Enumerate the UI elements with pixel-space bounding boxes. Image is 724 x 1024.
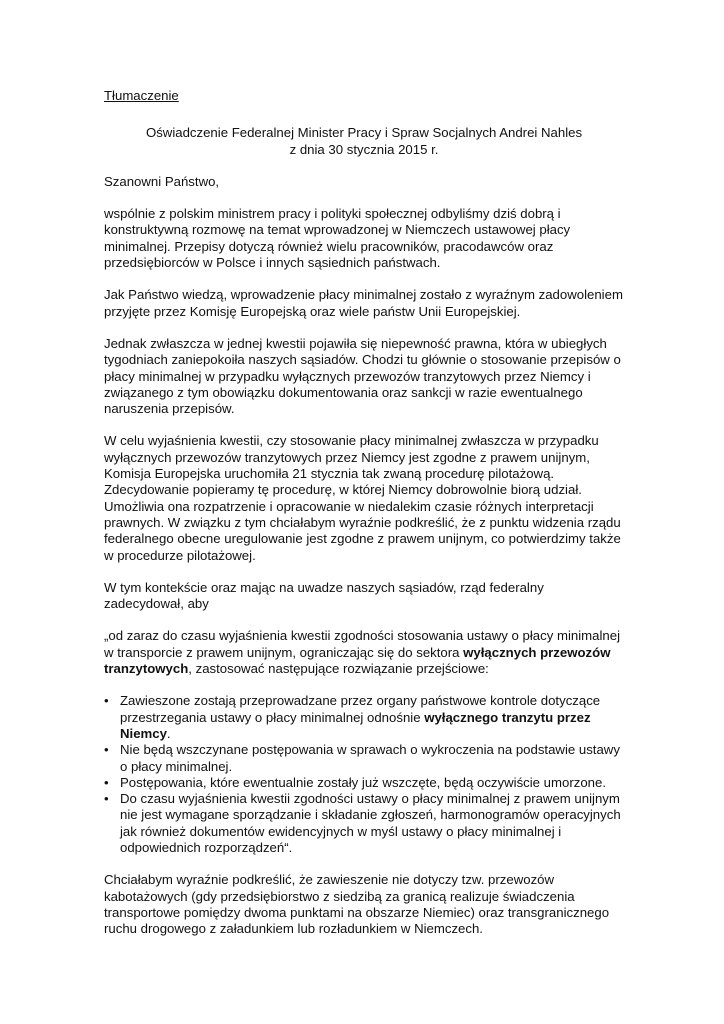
translation-label: Tłumaczenie [104,88,179,103]
list-item [104,742,624,775]
bullet-1-text-2: . [166,725,171,741]
quote-text-2: , zastosować następujące rozwiązanie przejściowe: [188,661,489,677]
quote-text-1: „od zaraz do czasu wyjaśnienia kwestii zgodności stosowania ustawy o płacy minimalnej w transporcie z prawem unijnym, ograniczając się do sektora [104,628,621,660]
paragraph-5: W tym kontekście oraz mając na uwadze naszych sąsiadów, rząd federalny zadecydował, aby [104,579,544,612]
bullet-icon: • [104,774,109,790]
paragraph-2: Jak Państwo wiedzą, wprowadzenie płacy minimalnej zostało z wyraźnym zadowoleniem przyjęte przez Komisję Europejską oraz wiele państw Unii Europejskiej. [104,287,623,319]
list-item [104,775,624,791]
paragraph-4: W celu wyjaśnienia kwestii, czy stosowanie płacy minimalnej zwłaszcza w przypadku wyłącznych przewozów tranzytowych przez Niemcy jest zgodne z prawem unijnym, Komisja Europejska uruchomiła 21 stycznia tak zwaną procedurę pilotażową. Zdecydowanie popieramy tę procedurę, w której Niemcy dobrowolnie biorą udział. Umożliwia ona rozpatrzenie i opracowanie w niedalekim czasie różnych interpretacji prawnych. W związku z tym chciałabym wyraźnie podkreślić, że z punktu widzenia rządu federalnego obecne uregulowanie jest zgodne z prawem unijnym, co potwierdzimy także w procedurze pilotażowej. [104,433,621,563]
salutation: Szanowni Państwo, [104,173,220,189]
bullet-icon: • [104,791,109,807]
quote-bold-text: wyłącznych przewozów tranzytowych [104,644,611,677]
list-item [104,693,624,742]
bullet-1-text-1: Zawieszone zostają przeprowadzane przez organy państwowe kontrole dotyczące przestrzegania ustawy o płacy minimalnej odnośnie [120,693,601,725]
statement-title [104,125,624,158]
paragraph-1: wspólnie z polskim ministrem pracy i polityki społecznej odbyliśmy dziś dobrą i konstruktywną rozmowę na temat wprowadzonej w Niemczech ustawowej płacy minimalnej. Przepisy dotyczą również wielu pracowników, pracodawców oraz przedsiębiorców w Polsce i innych sąsiednich państwach. [104,206,571,271]
bullet-icon: • [104,693,109,709]
bullet-3-text: Postępowania, które ewentualnie zostały już wszczęte, będą oczywiście umorzone. [120,774,606,790]
bullet-2-text: Nie będą wszczynane postępowania w sprawach o wykroczenia na podstawie ustawy o płacy minimalnej. [120,742,620,774]
list-item [104,791,624,856]
measures-list [104,693,624,856]
bullet-1-bold-text: wyłącznego tranzytu przez Niemcy [120,709,591,741]
paragraph-6: Chciałabym wyraźnie podkreślić, że zawieszenie nie dotyczy tzw. przewozów kabotażowych (gdy przedsiębiorstwo z siedzibą za granicą realizuje świadczenia transportowe pomiędzy dwoma punktami na obszarze Niemiec) oraz transgranicznego ruchu drogowego z załadunkiem lub rozładunkiem w Niemczech. [104,872,610,937]
paragraph-3: Jednak zwłaszcza w jednej kwestii pojawiła się niepewność prawna, która w ubiegłych tygodniach zaniepokoiła naszych sąsiadów. Chodzi tu głównie o stosowanie przepisów o płacy minimalnej w przypadku wyłącznych przewozów tranzytowych przez Niemcy i związanego z tym obowiązku dokumentowania oraz sankcji w razie ewentualnego naruszenia przepisów. [104,335,621,417]
title-line-2: z dnia 30 stycznia 2015 r. [289,141,439,157]
bullet-icon: • [104,742,109,758]
bullet-4-text: Do czasu wyjaśnienia kwestii zgodności ustawy o płacy minimalnej z prawem unijnym nie jest wymagane sporządzanie i składanie zgłoszeń, harmonogramów operacyjnych jak również dokumentów ewidencyjnych w myśl ustawy o płacy minimalnej i odpowiednich rozporządzeń“. [120,791,621,855]
title-line-1: Oświadczenie Federalnej Minister Pracy i Spraw Socjalnych Andrei Nahles [145,125,583,141]
document-body [104,88,624,953]
quote-paragraph [104,628,624,677]
